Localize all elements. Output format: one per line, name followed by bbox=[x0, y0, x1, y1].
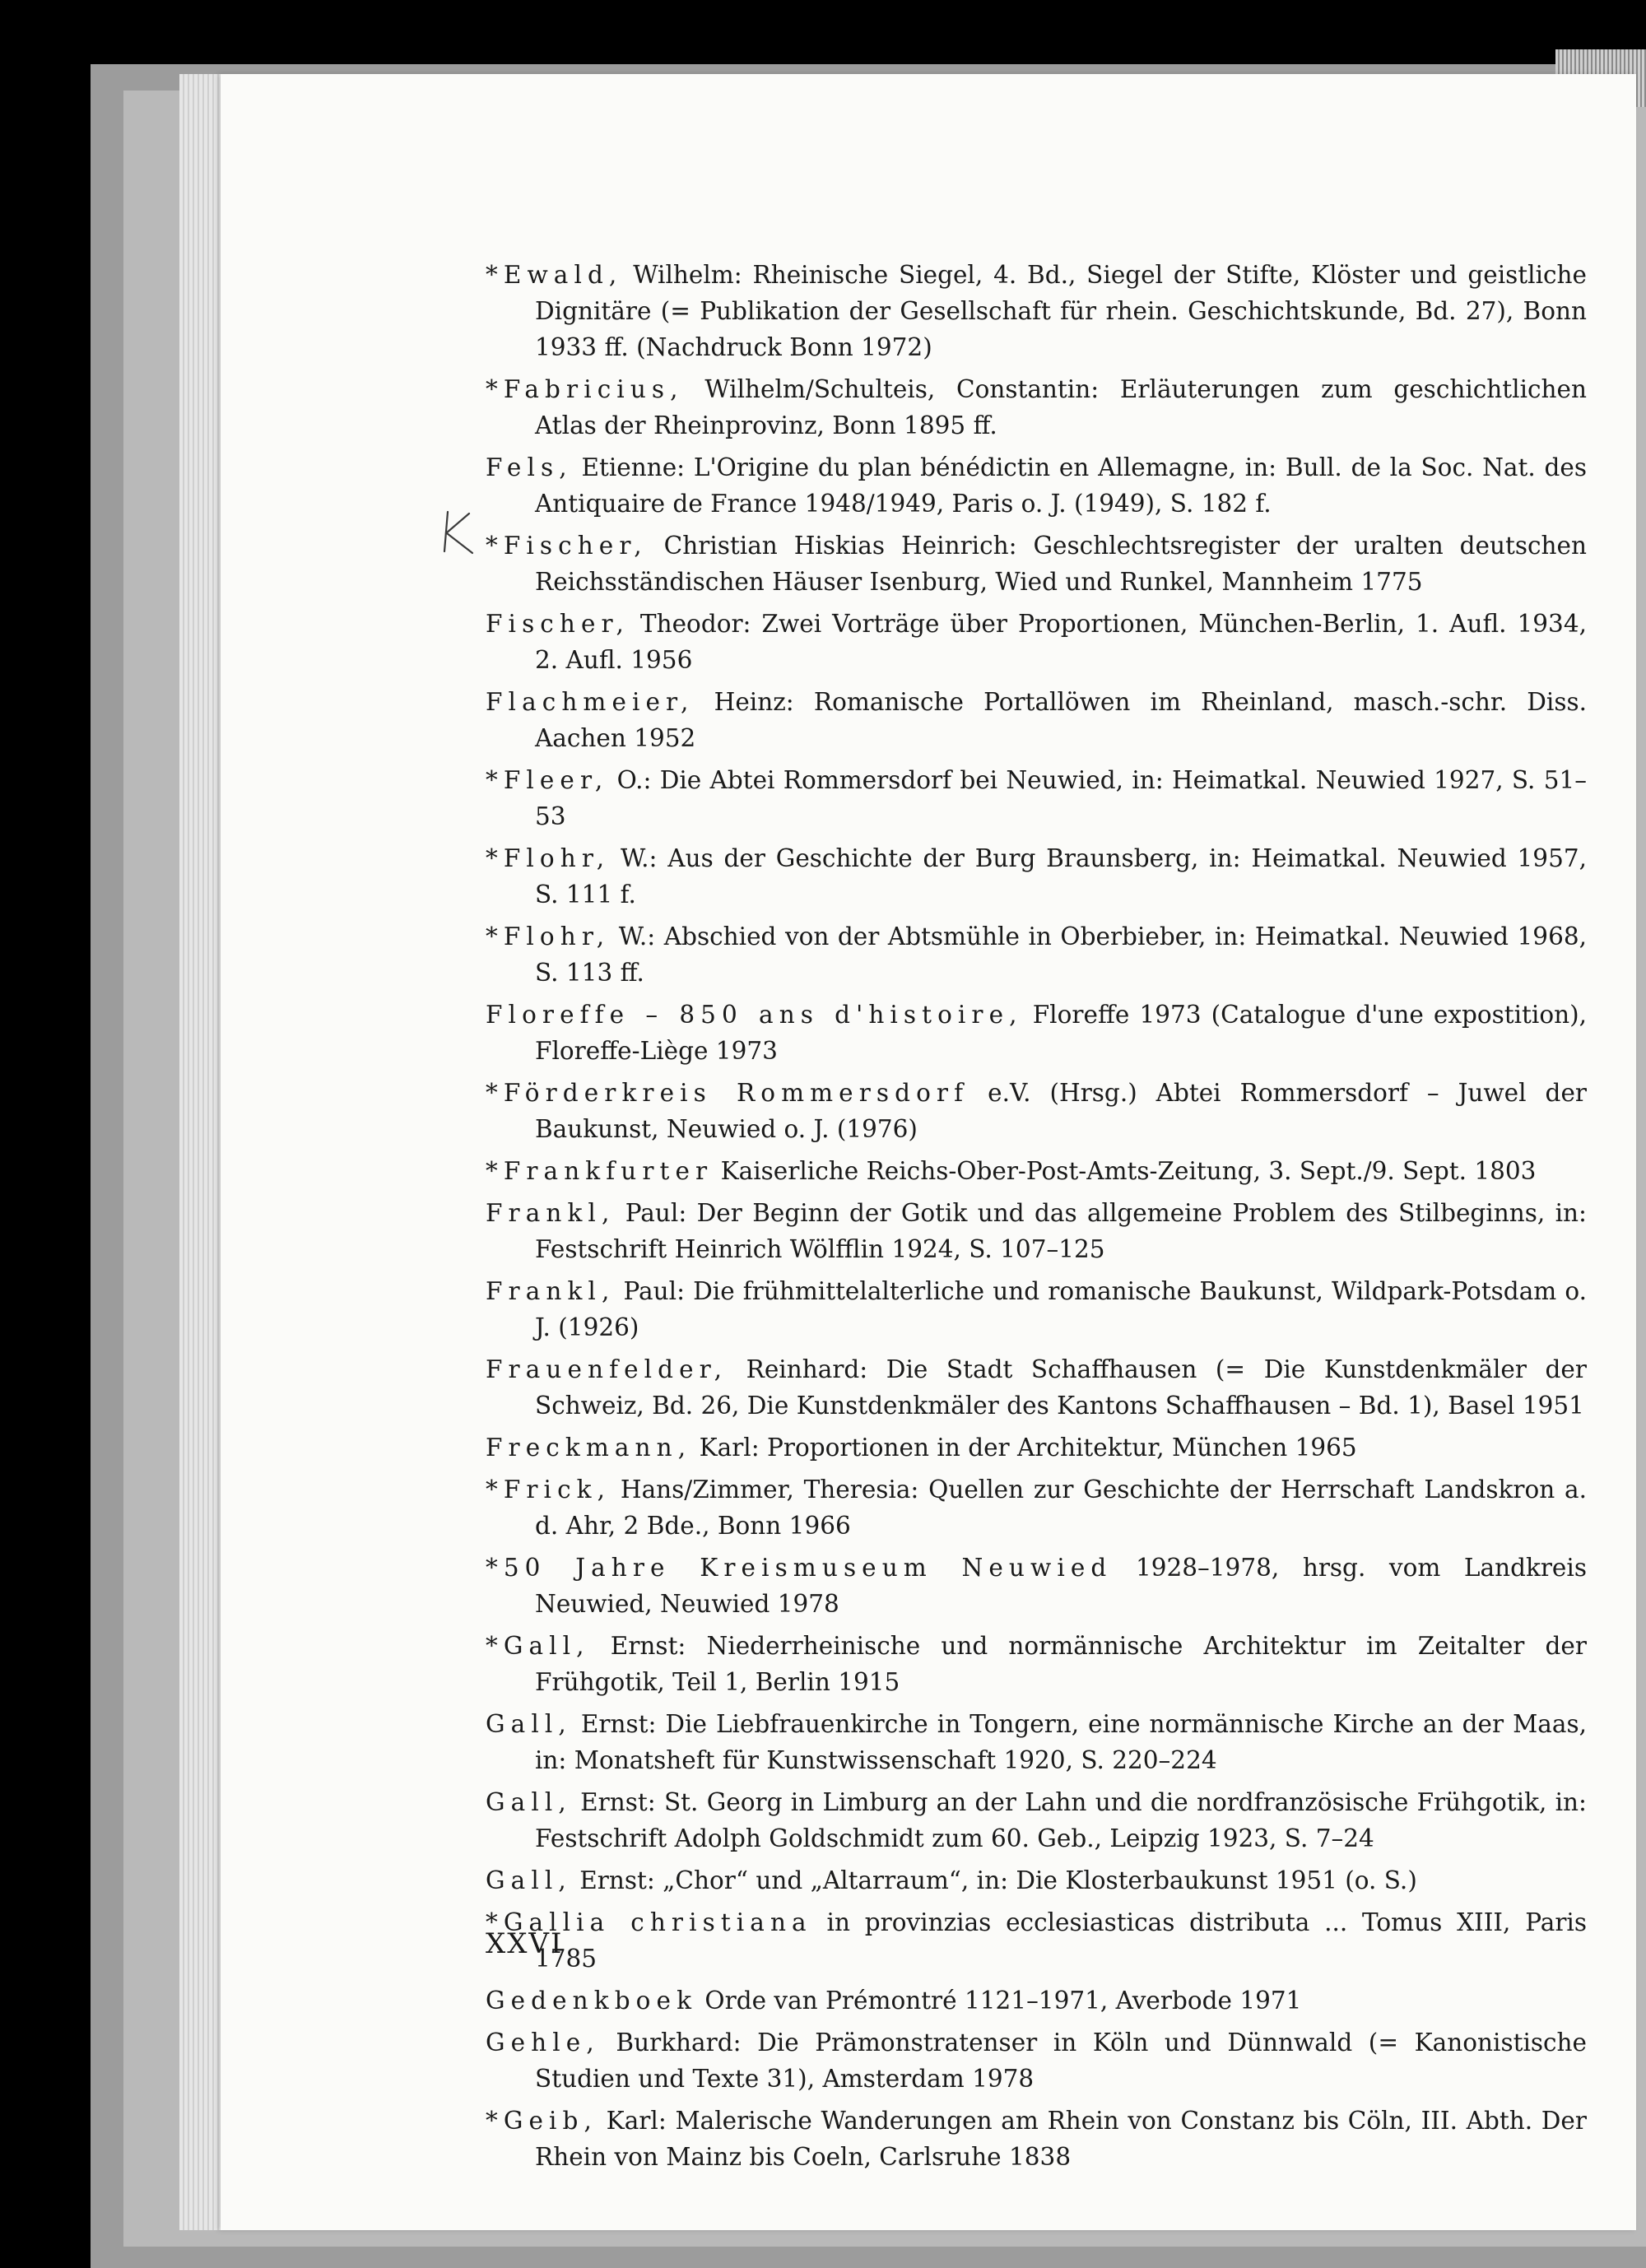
bibliography-entry bbox=[486, 449, 1587, 522]
entry-text: Floreffe 1973 (Catalogue d'une expostition), Floreffe-Liège 1973 bbox=[535, 1001, 1587, 1065]
entry-text: Paul: Die frühmittelalterliche und romanische Baukunst, Wildpark-Potsdam o. J. (1926) bbox=[535, 1277, 1587, 1341]
entry-head: Fischer, bbox=[486, 610, 630, 638]
entry-text: Christian Hiskias Heinrich: Geschlechtsregister der uralten deutschen Reichsständischen Häuser Isenburg, Wied und Runkel, Mannheim 1775 bbox=[535, 532, 1587, 596]
entry-text: Burkhard: Die Prämonstratenser in Köln und Dünnwald (= Kanonistische Studien und Texte 31), Amsterdam 1978 bbox=[535, 2029, 1587, 2093]
entry-text: Ernst: Niederrheinische und normännische Architektur im Zeitalter der Frühgotik, Teil 1, Berlin 1915 bbox=[535, 1632, 1587, 1696]
entry-head: *Fischer, bbox=[486, 532, 648, 560]
bibliography-entry bbox=[486, 2024, 1587, 2097]
book-page bbox=[221, 74, 1636, 2230]
entry-text: in provinzias ecclesiasticas distributa ... Tomus XIII, Paris 1785 bbox=[535, 1908, 1588, 1973]
page-number: XXVI bbox=[486, 1927, 564, 1960]
entry-head: Gall, bbox=[486, 1788, 572, 1816]
entry-head: *Förderkreis Rommersdorf bbox=[486, 1079, 969, 1107]
entry-head: *Flohr, bbox=[486, 844, 611, 872]
bibliography-list bbox=[486, 257, 1587, 2181]
entry-head: Frauenfelder, bbox=[486, 1355, 728, 1383]
bibliography-entry bbox=[486, 1784, 1587, 1857]
entry-head: Floreffe – 850 ans d'histoire, bbox=[486, 1001, 1023, 1029]
entry-text: Paul: Der Beginn der Gotik und das allgemeine Problem des Stilbeginns, in: Festschrift Heinrich Wölfflin 1924, S. 107–125 bbox=[535, 1199, 1587, 1263]
entry-text: Heinz: Romanische Portallöwen im Rheinland, masch.-schr. Diss. Aachen 1952 bbox=[535, 688, 1587, 752]
bibliography-entry bbox=[486, 918, 1587, 991]
entry-head: Gedenkboek bbox=[486, 1987, 698, 2015]
entry-text: Karl: Proportionen in der Architektur, München 1965 bbox=[699, 1434, 1357, 1462]
entry-text: W.: Aus der Geschichte der Burg Braunsberg, in: Heimatkal. Neuwied 1957, S. 111 f. bbox=[535, 844, 1587, 909]
entry-text: Etienne: L'Origine du plan bénédictin en Allemagne, in: Bull. de la Soc. Nat. des Antiquaire de France 1948/1949, Paris o. J. (1949), S. 182 f. bbox=[535, 453, 1587, 518]
entry-text: Reinhard: Die Stadt Schaffhausen (= Die Kunstdenkmäler der Schweiz, Bd. 26, Die Kunstdenkmäler des Kantons Schaffhausen – Bd. 1), Basel 1951 bbox=[535, 1355, 1587, 1420]
entry-text: Ernst: „Chor“ und „Altarraum“, in: Die Klosterbaukunst 1951 (o. S.) bbox=[579, 1866, 1417, 1894]
entry-head: Fels, bbox=[486, 453, 573, 481]
entry-head: *Geib, bbox=[486, 2107, 597, 2135]
bibliography-entry bbox=[486, 1471, 1587, 1544]
bibliography-entry bbox=[486, 1195, 1587, 1267]
bibliography-entry bbox=[486, 1351, 1587, 1424]
entry-head: *50 Jahre Kreismuseum Neuwied bbox=[486, 1554, 1113, 1582]
entry-text: O.: Die Abtei Rommersdorf bei Neuwied, in: Heimatkal. Neuwied 1927, S. 51–53 bbox=[535, 766, 1587, 830]
entry-text: Ernst: St. Georg in Limburg an der Lahn und die nordfranzösische Frühgotik, in: Festschrift Adolph Goldschmidt zum 60. Geb., Leipzig 1923, S. 7–24 bbox=[535, 1788, 1587, 1852]
bibliography-entry bbox=[486, 840, 1587, 913]
entry-head: *Flohr, bbox=[486, 923, 611, 950]
entry-head: Gall, bbox=[486, 1710, 572, 1738]
entry-text: Kaiserliche Reichs-Ober-Post-Amts-Zeitung, 3. Sept./9. Sept. 1803 bbox=[720, 1157, 1537, 1185]
handwritten-k-mark bbox=[433, 509, 479, 556]
entry-text: Karl: Malerische Wanderungen am Rhein von Constanz bis Cöln, III. Abth. Der Rhein von Mainz bis Coeln, Carlsruhe 1838 bbox=[535, 2107, 1587, 2171]
bibliography-entry bbox=[486, 1429, 1587, 1466]
entry-head: *Gall, bbox=[486, 1632, 590, 1660]
bibliography-entry bbox=[486, 1862, 1587, 1899]
entry-head: Flachmeier, bbox=[486, 688, 695, 716]
bibliography-entry bbox=[486, 1273, 1587, 1345]
entry-text: Wilhelm/Schulteis, Constantin: Erläuterungen zum geschichtlichen Atlas der Rheinprovinz, Bonn 1895 ff. bbox=[535, 375, 1587, 439]
entry-head: *Frankfurter bbox=[486, 1157, 714, 1185]
entry-head: *Ewald, bbox=[486, 261, 623, 289]
entry-head: Frankl, bbox=[486, 1277, 616, 1305]
entry-head: Gall, bbox=[486, 1866, 572, 1894]
entry-head: *Frick, bbox=[486, 1476, 611, 1503]
entry-text: Ernst: Die Liebfrauenkirche in Tongern, eine normännische Kirche an der Maas, in: Monatsheft für Kunstwissenschaft 1920, S. 220–224 bbox=[535, 1710, 1587, 1774]
bibliography-entry bbox=[486, 1628, 1587, 1700]
bibliography-entry bbox=[486, 997, 1587, 1069]
entry-head: Gehle, bbox=[486, 2029, 600, 2057]
entry-text: W.: Abschied von der Abtsmühle in Oberbieber, in: Heimatkal. Neuwied 1968, S. 113 ff. bbox=[535, 923, 1587, 987]
entry-head: *Fleer, bbox=[486, 766, 609, 794]
bibliography-entry bbox=[486, 762, 1587, 834]
entry-head: Freckmann, bbox=[486, 1434, 692, 1462]
entry-text: e.V. (Hrsg.) Abtei Rommersdorf – Juwel der Baukunst, Neuwied o. J. (1976) bbox=[535, 1079, 1588, 1143]
bibliography-entry bbox=[486, 527, 1587, 600]
entry-text: Hans/Zimmer, Theresia: Quellen zur Geschichte der Herrschaft Landskron a. d. Ahr, 2 Bde., Bonn 1966 bbox=[535, 1476, 1587, 1540]
entry-head: *Gallia christiana bbox=[486, 1908, 812, 1936]
bibliography-entry bbox=[486, 1153, 1587, 1189]
bibliography-entry bbox=[486, 1075, 1587, 1147]
entry-head: Frankl, bbox=[486, 1199, 616, 1227]
entry-text: Theodor: Zwei Vorträge über Proportionen, München-Berlin, 1. Aufl. 1934, 2. Aufl. 1956 bbox=[535, 610, 1587, 674]
bibliography-entry bbox=[486, 2103, 1587, 2175]
bibliography-entry bbox=[486, 1550, 1587, 1622]
entry-text: Orde van Prémontré 1121–1971, Averbode 1971 bbox=[704, 1987, 1302, 2015]
entry-head: *Fabricius, bbox=[486, 375, 684, 403]
bibliography-entry bbox=[486, 257, 1587, 365]
bibliography-entry bbox=[486, 371, 1587, 444]
entry-text: Wilhelm: Rheinische Siegel, 4. Bd., Siegel der Stifte, Klöster und geistliche Dignitäre (= Publikation der Gesellschaft für rhein. Geschichtskunde, Bd. 27), Bonn 1933 ff. (Nachdruck Bonn 1972) bbox=[535, 261, 1587, 361]
bibliography-entry bbox=[486, 684, 1587, 756]
bibliography-entry bbox=[486, 1982, 1587, 2019]
bibliography-entry bbox=[486, 1904, 1587, 1977]
bibliography-entry bbox=[486, 606, 1587, 678]
bibliography-entry bbox=[486, 1706, 1587, 1778]
entry-text: 1928–1978, hrsg. vom Landkreis Neuwied, Neuwied 1978 bbox=[535, 1554, 1587, 1618]
